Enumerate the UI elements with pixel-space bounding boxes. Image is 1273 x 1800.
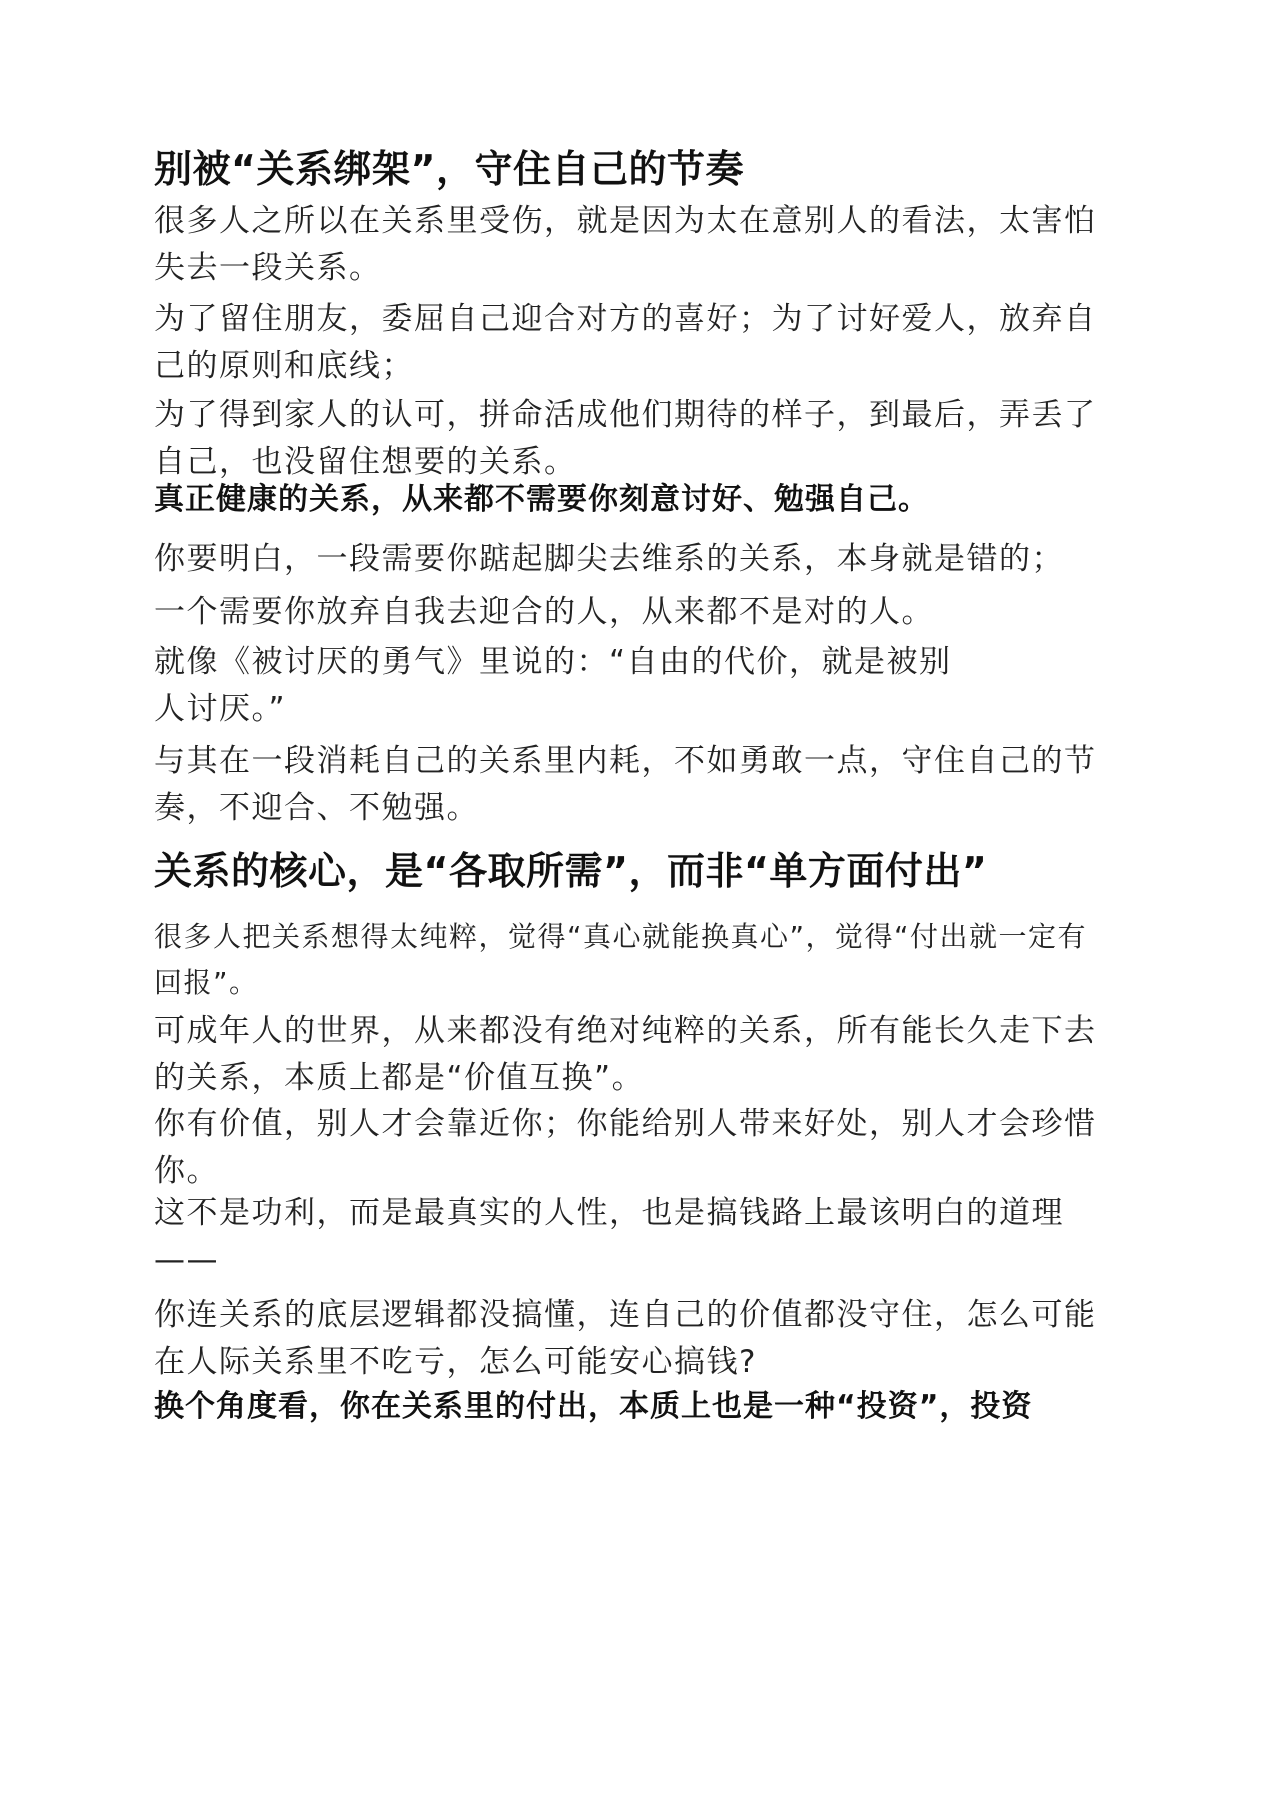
paragraph: 为了得到家人的认可，拼命活成他们期待的样子，到最后，弄丢了自己，也没留住想要的关系。 — [154, 397, 1097, 480]
paragraph: 这不是功利，而是最真实的人性，也是搞钱路上最该明白的道理—— — [154, 1195, 1064, 1278]
paragraph: 很多人把关系想得太纯粹，觉得“真心就能换真心”，觉得“付出就一定有回报”。 — [154, 920, 1088, 999]
emphasized-paragraph: 真正健康的关系，从来都不需要你刻意讨好、勉强自己。 — [154, 482, 929, 517]
paragraph: 与其在一段消耗自己的关系里内耗，不如勇敢一点，守住自己的节奏，不迎合、不勉强。 — [154, 743, 1097, 826]
paragraph: 一个需要你放弃自我去迎合的人，从来都不是对的人。 — [154, 594, 934, 630]
paragraph: 为了留住朋友，委屈自己迎合对方的喜好；为了讨好爱人，放弃自己的原则和底线； — [154, 301, 1097, 384]
emphasized-paragraph: 换个角度看，你在关系里的付出，本质上也是一种“投资”，投资 — [154, 1389, 1033, 1424]
section-heading-boundaries: 别被“关系绑架”，守住自己的节奏 — [154, 147, 744, 191]
section-heading-core: 关系的核心，是“各取所需”，而非“单方面付出” — [154, 849, 988, 893]
quote-paragraph: 就像《被讨厌的勇气》里说的：“自由的代价，就是被别人讨厌。” — [154, 644, 952, 727]
paragraph: 很多人之所以在关系里受伤，就是因为太在意别人的看法，太害怕失去一段关系。 — [154, 203, 1097, 286]
paragraph: 你连关系的底层逻辑都没搞懂，连自己的价值都没守住，怎么可能在人际关系里不吃亏，怎么可能安心搞钱? — [154, 1297, 1097, 1380]
paragraph: 你要明白，一段需要你踮起脚尖去维系的关系，本身就是错的； — [154, 541, 1064, 577]
paragraph: 可成年人的世界，从来都没有绝对纯粹的关系，所有能长久走下去的关系，本质上都是“价值互换”。 — [154, 1013, 1097, 1096]
paragraph: 你有价值，别人才会靠近你；你能给别人带来好处，别人才会珍惜你。 — [154, 1106, 1097, 1189]
